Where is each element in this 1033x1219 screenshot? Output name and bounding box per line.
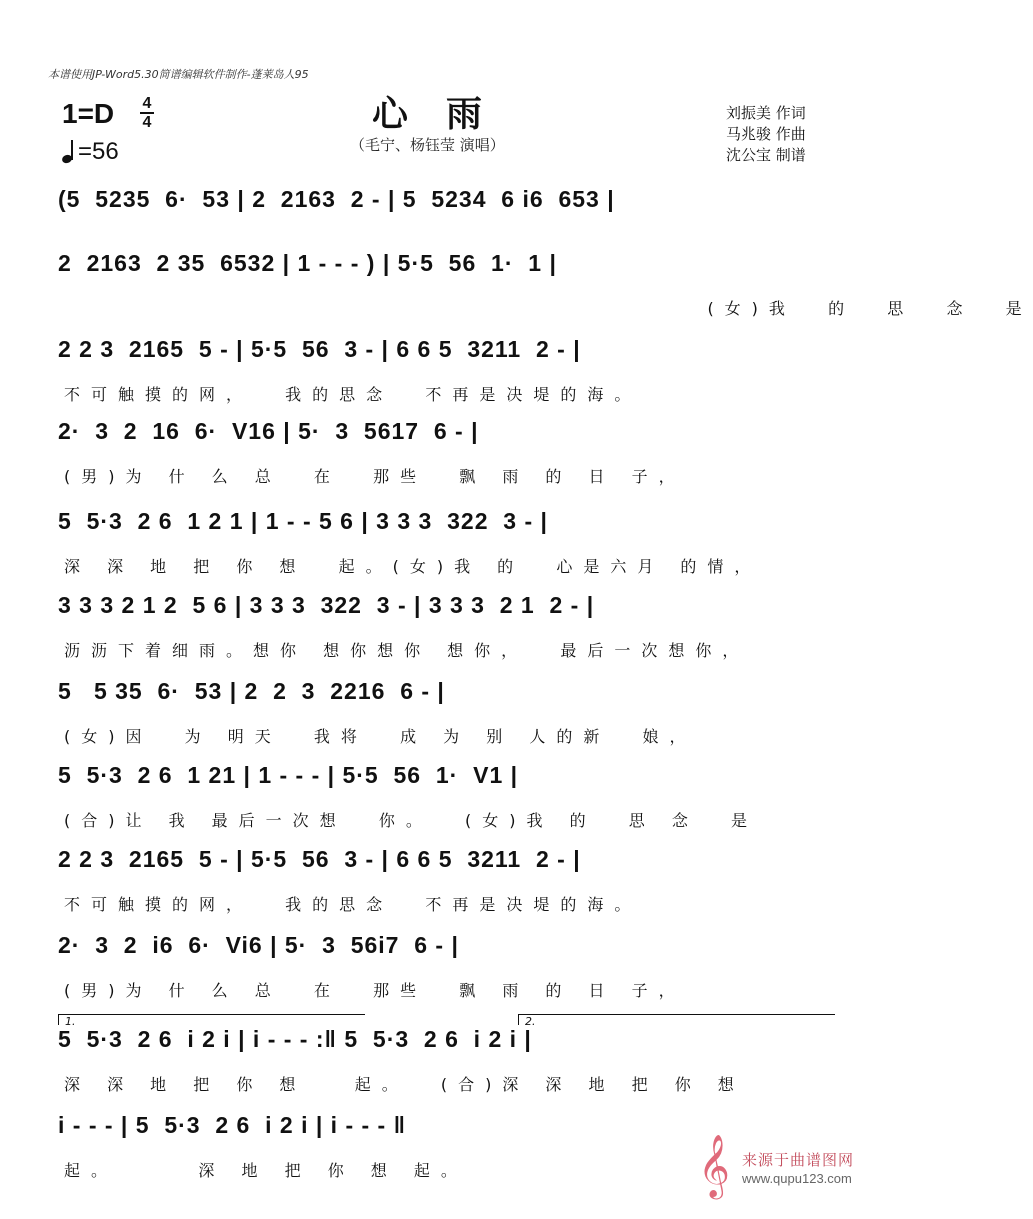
song-title: 心雨 (372, 93, 521, 135)
notation-row: 5 5·3 2 6 1 2 1 | 1 - - 5 6 | 3 3 3 322 3 - | (58, 508, 548, 534)
time-signature-bottom: 4 (142, 114, 152, 131)
notation-row: 2 2163 2 35 6532 | 1 - - - ) | 5·5 56 1· 1 | (58, 250, 557, 276)
lyrics-row: (合)让 我 最后一次想 你。 (女)我 的 思 念 是 (64, 811, 759, 830)
credits (726, 103, 806, 166)
software-note: 本谱使用JP-Word5.30简谱编辑软件制作-蓬莱岛人95 (48, 68, 309, 81)
lyrics-row: 深 深 地 把 你 想 起。(女)我 的 心是六月 的情， (64, 557, 762, 576)
lyrics-row: 深 深 地 把 你 想 起。 (合)深 深 地 把 你 想 (64, 1075, 745, 1094)
lyrics-row: (女)因 为 明天 我将 成 为 别 人的新 娘， (64, 727, 697, 746)
lyrics-row: 不可触摸的网， 我的思念 不再是决堤的海。 (64, 895, 642, 914)
lyrics-row: 沥沥下着细雨。想你 想你想你 想你， 最后一次想你， (64, 641, 750, 660)
notation-row: i - - - | 5 5·3 2 6 i 2 i | i - - - ‖ (58, 1112, 407, 1138)
watermark-site-name: 来源于曲谱图网 (742, 1151, 855, 1169)
volta-second: 2. (518, 1014, 835, 1025)
treble-clef-icon: 𝄞 (698, 1134, 730, 1197)
notation-row: 2 2 3 2165 5 - | 5·5 56 3 - | 6 6 5 3211 2 - | (58, 336, 581, 362)
lyrics-row: 起。 深 地 把 你 想 起。 (64, 1161, 468, 1180)
watermark (698, 1134, 858, 1197)
tempo-value: =56 (78, 138, 119, 165)
composer-credit: 马兆骏 作曲 (726, 125, 806, 143)
watermark-url: www.qupu123.com (742, 1171, 852, 1186)
song-subtitle: （毛宁、杨钰莹 演唱） (350, 136, 505, 154)
lyricist-credit: 刘振美 作词 (726, 104, 806, 122)
key-signature: 1=D (62, 98, 115, 129)
lyrics-row: (女)我 的 思 念 是 (64, 299, 1033, 318)
notation-row: 5 5·3 2 6 i 2 i | i - - - :‖ 5 5·3 2 6 i 2 i | (58, 1026, 532, 1052)
time-signature-top: 4 (142, 95, 152, 112)
lyrics-row: (男)为 什 么 总 在 那些 飘 雨 的 日 子， (64, 981, 686, 1000)
notation-row: 2· 3 2 16 6· V16 | 5· 3 5617 6 - | (58, 418, 479, 444)
notation-row: 3 3 3 2 1 2 5 6 | 3 3 3 322 3 - | 3 3 3 2 1 2 - | (58, 592, 595, 618)
arranger-credit: 沈公宝 制谱 (726, 146, 806, 164)
quarter-note-icon (62, 141, 74, 163)
notation-row: 2· 3 2 i6 6· Vi6 | 5· 3 56i7 6 - | (58, 932, 459, 958)
notation-row: (5 5235 6· 53 | 2 2163 2 - | 5 5234 6 i6 653 | (58, 186, 615, 212)
time-signature (140, 96, 154, 130)
lyrics-row: (男)为 什 么 总 在 那些 飘 雨 的 日 子， (64, 467, 686, 486)
lyrics-row: 不可触摸的网， 我的思念 不再是决堤的海。 (64, 385, 642, 404)
notation-row: 5 5 35 6· 53 | 2 2 3 2216 6 - | (58, 678, 445, 704)
notation-row: 5 5·3 2 6 1 21 | 1 - - - | 5·5 56 1· V1 | (58, 762, 519, 788)
notation-row: 2 2 3 2165 5 - | 5·5 56 3 - | 6 6 5 3211 2 - | (58, 846, 581, 872)
volta-first: 1. (58, 1014, 365, 1025)
tempo-marking (62, 138, 119, 166)
